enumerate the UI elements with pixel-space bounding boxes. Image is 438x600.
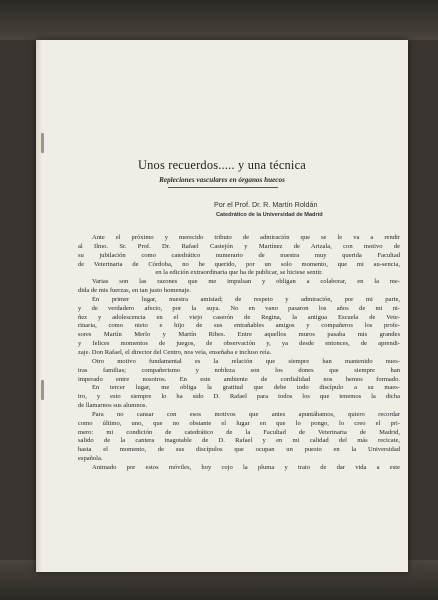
body-line: Animado por estos móviles, hoy cojo la pluma y trato de dar vida a este (92, 463, 400, 471)
body-line: En primer lugar, nuestra amistad; de respeto y admiración, por mi parte, (92, 295, 400, 303)
body-line: al Ilmo. Sr. Prof. Dr. Rafael Castejón y Martínez de Arizala, con motivo de (78, 242, 400, 250)
body-line: rinaria, como nieto e hijo de sus entrañables amigos y compañeros los profe- (78, 322, 400, 330)
body-line: española. (78, 455, 103, 463)
body-line: Otro motivo fundamental es la relación que siempre han mantenido nues- (92, 357, 400, 365)
author-affiliation: Catedrático de la Universidad de Madrid (216, 212, 323, 218)
staple-top (41, 133, 44, 153)
body-line: su jubilación como catedrático numerario de nuestra muy querida Facultad (78, 251, 400, 259)
body-line: como último, uno, que no obstante el lugar en que lo pongo, lo creo el pri- (78, 419, 400, 427)
document-page (36, 40, 408, 572)
title-divider (168, 187, 278, 188)
body-line: hasta el momento, de sus discípulos que ocupan un puesto en la Universidad (78, 446, 400, 454)
body-line: En tercer lugar, me obliga la gratitud que debe todo discípulo a su maes- (92, 384, 400, 392)
author-byline: Por el Prof. Dr. R. Martín Roldán (214, 200, 318, 209)
body-line: tras familias; compañerismo y nobleza son los dones que siempre han (78, 366, 400, 374)
body-line: tro, y esto siempre lo ha sido D. Rafael para todos los que tenemos la dicha (78, 393, 400, 401)
body-line: ñez y adolescencia en el viejo caserón de Regina, la antigua Escuela de Vete- (78, 313, 400, 321)
body-line: en la edición extraordinaria que ha de publicar, se hiciese sentir. (155, 269, 323, 277)
body-line: salido de la cantera inagotable de D. Rafael y en mi calidad del más recicate, (78, 437, 400, 445)
article-body (78, 234, 400, 473)
page-fold-edge (36, 40, 42, 572)
body-line: y felices momentos de juegos, de observación y, ya desde entonces, de aprendi- (78, 340, 400, 348)
body-line: sores Martín Merlo y Martín Ribes. Entre aquellos muros pasaba mis grandes (78, 331, 400, 339)
body-line: Para no cansar con esos motivos que antes apuntábamos, quiero recordar (92, 410, 400, 418)
body-line: imperado entre nosotros. En este ambiente de cordialidad nos hemos formado. (78, 375, 400, 383)
staple-bottom (41, 380, 44, 400)
body-line: zaje. Don Rafael, el director del Centro, nos veía, enseñaba e incluso reía. (78, 348, 272, 356)
article-subtitle: Repleciones vasculares en órganos huecos (159, 176, 285, 184)
body-line: de Veterinaria de Córdoba, no he querido, por un solo momento, que mi au-sencia, (78, 260, 400, 268)
body-line: Ante el próximo y merecido tributo de admiración que se le va a rendir (92, 234, 400, 241)
body-line: dida de mis fuerzas, en tan justo homenaje. (78, 287, 191, 295)
body-line: Varias son las razones que me impulsan y obligan a colaborar, en la me- (92, 278, 400, 286)
background-top (0, 0, 438, 40)
body-line: de llamarnos sus alumnos. (78, 402, 148, 410)
article-title: Unos recuerdos..... y una técnica (138, 158, 306, 172)
body-line: mero: mi condición de catedrático de la Facultad de Veterinaria de Madrid, (78, 428, 400, 436)
body-line: y de verdadero afecto, por la suya. No en vano pasaron los años de mi ni- (78, 304, 400, 312)
